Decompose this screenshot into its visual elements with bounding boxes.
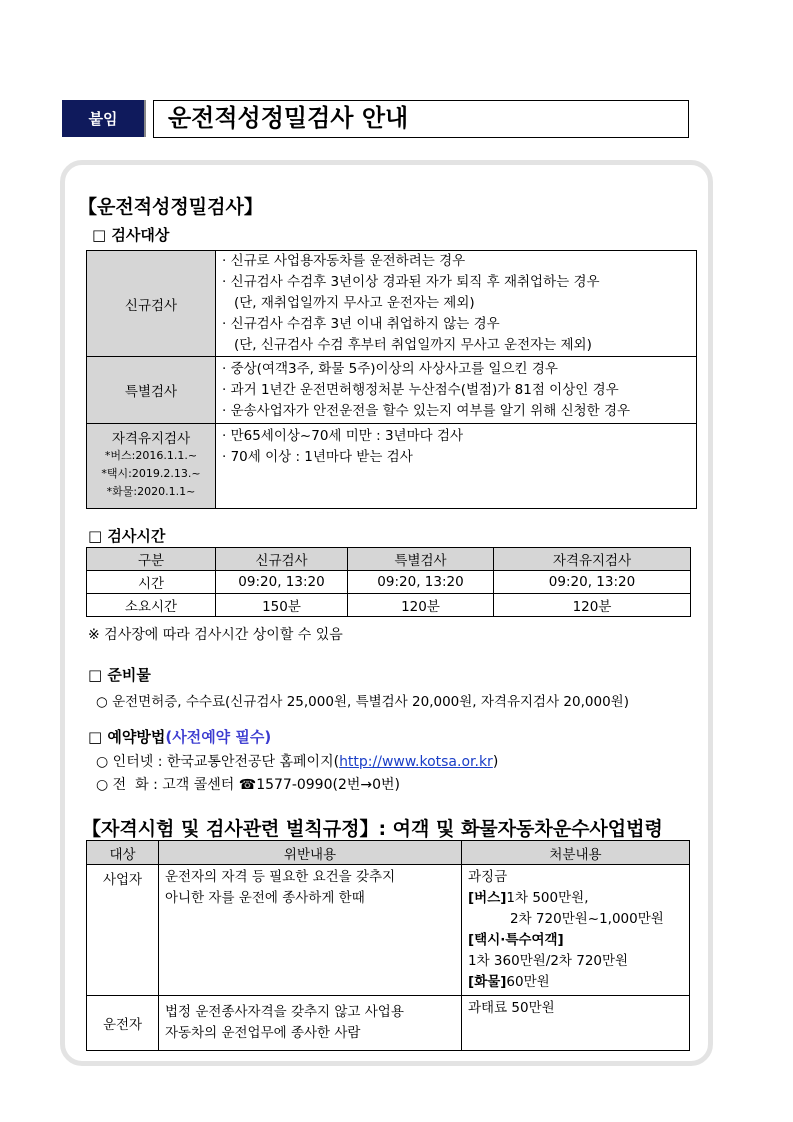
- prep-heading: □ 준비물: [88, 666, 151, 684]
- penalty-line: 2차 720만원~1,000만원: [510, 911, 664, 927]
- note: *택시:2019.2.13.~: [101, 467, 201, 480]
- penalty-section-title: 【자격시험 및 검사관련 벌칙규정】: 여객 및 화물자동차운수사업법령: [82, 818, 663, 840]
- penalty-text: 60만원: [506, 974, 550, 990]
- row-label: 특별검사: [87, 357, 216, 424]
- page-title: 운전적성정밀검사 안내: [153, 100, 689, 138]
- penalty-line: [468, 888, 683, 909]
- violation-line: 아니한 자를 운전에 종사하게 한때: [165, 890, 365, 906]
- cell: 09:20, 13:20: [216, 571, 348, 594]
- penalty-line: 1차 360만원/2차 720만원: [468, 953, 629, 969]
- reserve-heading-text: □ 예약방법: [88, 728, 166, 746]
- penalty-line: 과태료 50만원: [468, 1000, 555, 1016]
- violation-line: 법정 운전종사자격을 갖추지 않고 사업용: [165, 1004, 404, 1020]
- penalty-table: [86, 840, 690, 1051]
- targets-heading: □ 검사대상: [92, 226, 170, 244]
- cell: 150분: [216, 594, 348, 617]
- target-line: · 신규검사 수검후 3년 이내 취업하지 않는 경우: [222, 316, 500, 332]
- internet-label: ○ 인터넷 : 한국교통안전공단 홈페이지(: [96, 754, 340, 770]
- target-line: · 과거 1년간 운전면허행정처분 누산점수(벌점)가 81점 이상인 경우: [222, 381, 619, 398]
- violation-line: 운전자의 자격 등 필요한 요건을 갖추지: [165, 869, 396, 885]
- homepage-link[interactable]: http://www.kotsa.or.kr: [339, 754, 493, 770]
- row-label-text: 자격유지검사: [111, 431, 191, 447]
- prep-item: ○ 운전면허증, 수수료(신규검사 25,000원, 특별검사 20,000원, 자격유지검사 20,000원): [96, 694, 629, 710]
- violation-line: 자동차의 운전업무에 종사한 사람: [165, 1025, 361, 1041]
- section-title: 【운전적성정밀검사】: [78, 196, 263, 218]
- row-label: [87, 424, 216, 509]
- note: *버스:2016.1.1.~: [104, 449, 198, 462]
- targets-table: [86, 250, 697, 509]
- target-line: · 중상(여객3주, 화물 5주)이상의 사상사고를 일으킨 경우: [222, 360, 558, 377]
- target-cell: 운전자: [87, 996, 159, 1051]
- reserve-required: (사전예약 필수): [165, 728, 272, 746]
- header-cell: 구분: [87, 548, 216, 571]
- penalty-line: 과징금: [468, 869, 508, 885]
- penalty-line: [468, 972, 683, 993]
- target-line: · 신규검사 수검후 3년이상 경과된 자가 퇴직 후 재취업하는 경우: [222, 274, 600, 290]
- reserve-phone: ○ 전 화 : 고객 콜센터 ☎1577-0990(2번→0번): [96, 777, 401, 793]
- target-line: · 70세 이상 : 1년마다 받는 검사: [222, 449, 413, 465]
- cell: 120분: [494, 594, 691, 617]
- attachment-badge: 붙임: [62, 100, 146, 137]
- bus-tag: [버스]: [468, 890, 507, 906]
- cargo-tag: [화물]: [468, 974, 507, 990]
- target-cell: 사업자: [87, 865, 159, 996]
- cell: 120분: [348, 594, 494, 617]
- header-cell: 처분내용: [462, 841, 690, 865]
- target-line: · 신규로 사업용자동차를 운전하려는 경우: [222, 253, 466, 269]
- times-heading: □ 검사시간: [88, 527, 166, 545]
- target-line: · 만65세이상~70세 미만 : 3년마다 검사: [222, 428, 464, 444]
- row-label: 신규검사: [87, 251, 216, 357]
- cell: 09:20, 13:20: [348, 571, 494, 594]
- times-table: [86, 547, 691, 617]
- header-cell: 신규검사: [216, 548, 348, 571]
- header-cell: 특별검사: [348, 548, 494, 571]
- header-cell: 자격유지검사: [494, 548, 691, 571]
- target-line: · 운송사업자가 안전운전을 할수 있는지 여부를 알기 위해 신청한 경우: [222, 402, 631, 419]
- cell: 09:20, 13:20: [494, 571, 691, 594]
- reserve-heading: [88, 726, 271, 747]
- penalty-text: 1차 500만원,: [506, 890, 589, 906]
- times-note: ※ 검사장에 따라 검사시간 상이할 수 있음: [88, 627, 343, 643]
- target-line: (단, 재취업일까지 무사고 운전자는 제외): [234, 295, 475, 311]
- header-cell: 대상: [87, 841, 159, 865]
- cell: 시간: [87, 571, 216, 594]
- taxi-tag: [택시·특수여객]: [468, 932, 564, 948]
- cell: 소요시간: [87, 594, 216, 617]
- note: *화물:2020.1.1~: [106, 485, 196, 498]
- header-cell: 위반내용: [159, 841, 462, 865]
- reserve-internet: [96, 751, 498, 771]
- target-line: (단, 신규검사 수검 후부터 취업일까지 무사고 운전자는 제외): [234, 337, 592, 353]
- paren: ): [492, 754, 499, 770]
